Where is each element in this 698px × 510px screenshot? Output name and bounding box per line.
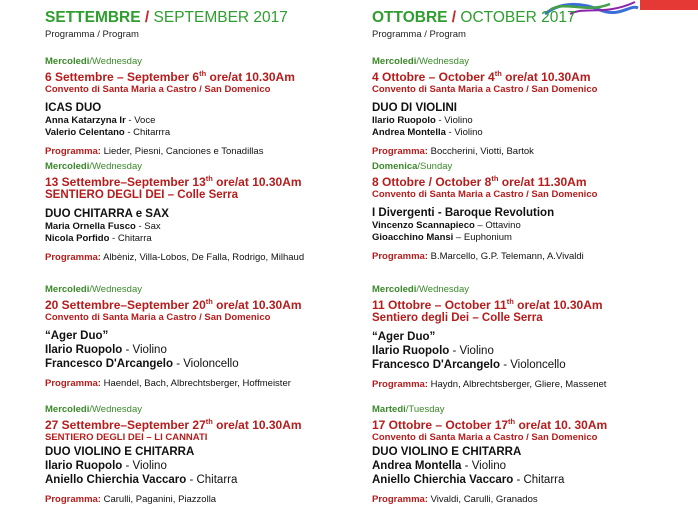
event-day: Domenica/Sunday bbox=[372, 161, 453, 172]
event-program: Programma: Haydn, Albrechtsberger, Gliere, Massenet bbox=[372, 379, 607, 390]
event-program: Programma: Haendel, Bach, Albrechtsberger, Hoffmeister bbox=[45, 378, 291, 389]
performer: Ilario Ruopolo - Violino bbox=[372, 115, 473, 126]
event-block bbox=[45, 284, 365, 390]
event-program: Programma: Lieder, Piesni, Canciones e Tonadillas bbox=[45, 146, 264, 157]
event-date: 27 Settembre–September 27th ore/at 10.30Am bbox=[45, 417, 302, 432]
event-block bbox=[372, 284, 692, 391]
event-date: 8 Ottobre / October 8th ore/at 11.30Am bbox=[372, 174, 587, 189]
ensemble-name: “Ager Duo” bbox=[45, 330, 109, 342]
october-heading: OTTOBRE / OCTOBER 2017 bbox=[372, 9, 576, 26]
event-block bbox=[45, 161, 365, 264]
program-label: Programma / Program bbox=[45, 29, 139, 40]
performer: Francesco D'Arcangelo - Violoncello bbox=[45, 358, 239, 370]
performer: Ilario Ruopolo - Violino bbox=[45, 460, 167, 472]
ensemble-name: ICAS DUO bbox=[45, 102, 102, 114]
performer: Aniello Chierchia Vaccaro - Chitarra bbox=[45, 474, 238, 486]
event-block bbox=[45, 404, 365, 506]
performer: Aniello Chierchia Vaccaro - Chitarra bbox=[372, 474, 565, 486]
event-venue: SENTIERO DEGLI DEI – Colle Serra bbox=[45, 189, 238, 201]
event-date: 11 Ottobre – October 11th ore/at 10.30Am bbox=[372, 297, 603, 312]
event-day: Mercoledi/Wednesday bbox=[45, 404, 142, 415]
performer: Vincenzo Scannapieco – Ottavino bbox=[372, 220, 521, 231]
event-venue: Convento di Santa Maria a Castro / San Domenico bbox=[45, 84, 271, 95]
event-day: Mercoledi/Wednesday bbox=[45, 56, 142, 67]
event-program: Programma: Albèniz, Villa-Lobos, De Falla, Rodrigo, Milhaud bbox=[45, 252, 305, 263]
event-venue: Sentiero degli Dei – Colle Serra bbox=[372, 312, 543, 324]
event-venue: Convento di Santa Maria a Castro / San Domenico bbox=[372, 432, 598, 443]
event-program: Programma: Boccherini, Viotti, Bartok bbox=[372, 146, 534, 157]
ensemble-name: DUO VIOLINO E CHITARRA bbox=[372, 446, 522, 458]
event-date: 20 Settembre–September 20th ore/at 10.30Am bbox=[45, 297, 302, 312]
event-venue: Convento di Santa Maria a Castro / San Domenico bbox=[372, 84, 598, 95]
event-venue: Convento di Santa Maria a Castro / San Domenico bbox=[372, 189, 598, 200]
event-date: 17 Ottobre – October 17th ore/at 10. 30Am bbox=[372, 417, 608, 432]
ensemble-name: DUO DI VIOLINI bbox=[372, 102, 457, 114]
event-day: Mercoledi/Wednesday bbox=[372, 56, 469, 67]
event-date: 4 Ottobre – October 4th ore/at 10.30Am bbox=[372, 69, 591, 84]
event-program: Programma: Carulli, Paganini, Piazzolla bbox=[45, 494, 217, 505]
ensemble-name: I Divergenti - Baroque Revolution bbox=[372, 207, 555, 219]
september-column bbox=[45, 8, 365, 505]
performer: Ilario Ruopolo - Violino bbox=[45, 344, 167, 356]
performer: Maria Ornella Fusco - Sax bbox=[45, 221, 161, 232]
performer: Valerio Celentano - Chitarrra bbox=[45, 127, 171, 138]
event-block bbox=[372, 56, 692, 158]
event-day: Mercoledi/Wednesday bbox=[372, 284, 469, 295]
performer: Gioacchino Mansi – Euphonium bbox=[372, 232, 512, 243]
event-date: 6 Settembre – September 6th ore/at 10.30Am bbox=[45, 69, 295, 84]
performer: Ilario Ruopolo - Violino bbox=[372, 345, 494, 357]
september-heading: SETTEMBRE / SEPTEMBER 2017 bbox=[45, 9, 288, 26]
ensemble-name: DUO VIOLINO E CHITARRA bbox=[45, 446, 195, 458]
event-program: Programma: Vivaldi, Carulli, Granados bbox=[372, 494, 538, 505]
performer: Andrea Montella - Violino bbox=[372, 460, 507, 472]
event-date: 13 Settembre–September 13th ore/at 10.30Am bbox=[45, 174, 302, 189]
event-block bbox=[45, 56, 365, 158]
ensemble-name: DUO CHITARRA e SAX bbox=[45, 208, 169, 220]
event-venue: Convento di Santa Maria a Castro / San Domenico bbox=[45, 312, 271, 323]
event-venue: SENTIERO DEGLI DEI – LI CANNATI bbox=[45, 432, 208, 443]
event-program: Programma: B.Marcello, G.P. Telemann, A.Vivaldi bbox=[372, 251, 584, 262]
event-block bbox=[372, 161, 692, 263]
event-day: Martedi/Tuesday bbox=[372, 404, 445, 415]
event-block bbox=[372, 404, 692, 506]
performer: Nicola Porfido - Chitarra bbox=[45, 233, 152, 244]
october-column bbox=[372, 8, 692, 505]
ensemble-name: “Ager Duo” bbox=[372, 331, 436, 343]
event-day: Mercoledi/Wednesday bbox=[45, 284, 142, 295]
performer: Anna Katarzyna Ir - Voce bbox=[45, 115, 156, 126]
program-label: Programma / Program bbox=[372, 29, 466, 40]
performer: Andrea Montella - Violino bbox=[372, 127, 483, 138]
performer: Francesco D'Arcangelo - Violoncello bbox=[372, 359, 566, 371]
event-day: Mercoledi/Wednesday bbox=[45, 161, 142, 172]
